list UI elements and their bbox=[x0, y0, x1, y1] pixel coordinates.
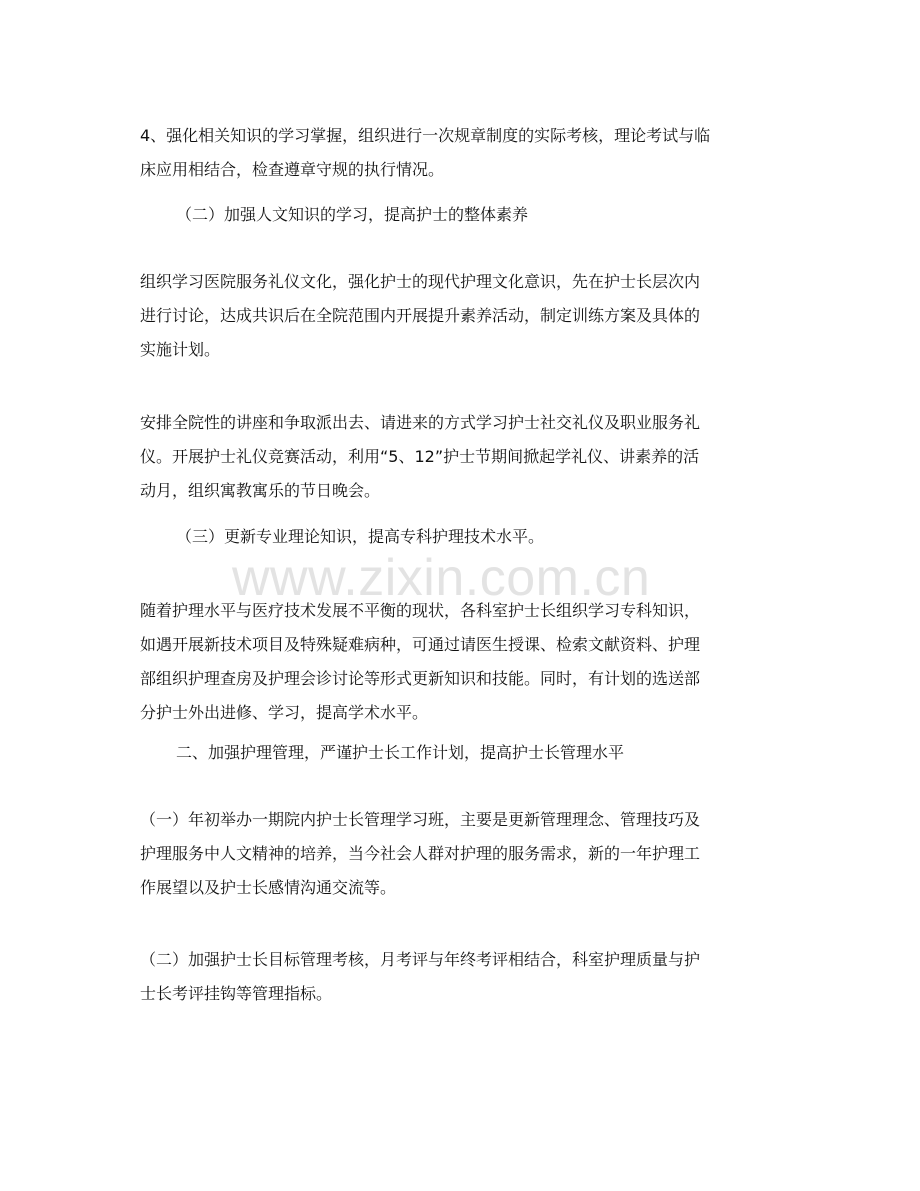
text-line: 仪。开展护士礼仪竞赛活动，利用“5、12”护士节期间掀起学礼仪、讲素养的活 bbox=[140, 447, 700, 466]
text-line: 4、强化相关知识的学习掌握，组织进行一次规章制度的实际考核，理论考试与临 bbox=[140, 126, 711, 145]
text-line: （一）年初举办一期院内护士长管理学习班，主要是更新管理理念、管理技巧及 bbox=[140, 810, 701, 829]
text-line: 分护士外出进修、学习，提高学术水平。 bbox=[140, 703, 429, 722]
text-line: 安排全院性的讲座和争取派出去、请进来的方式学习护士社交礼仪及职业服务礼 bbox=[140, 413, 701, 432]
text-line: 士长考评挂钩等管理指标。 bbox=[140, 984, 333, 1003]
section-heading-professional-theory bbox=[176, 520, 826, 554]
text-line: 部组织护理查房及护理会诊讨论等形式更新知识和技能。同时，有计划的选送部 bbox=[140, 669, 701, 688]
heading-line: 二、加强护理管理，严谨护士长工作计划，提高护士长管理水平 bbox=[176, 743, 625, 762]
paragraph-item-4 bbox=[140, 119, 790, 187]
text-line: 实施计划。 bbox=[140, 340, 221, 359]
heading-line: （三）更新专业理论知识，提高专科护理技术水平。 bbox=[176, 527, 545, 546]
paragraph-lectures bbox=[140, 406, 790, 508]
section-heading-humanities bbox=[176, 198, 826, 232]
paragraph-etiquette-culture bbox=[140, 265, 790, 367]
text-line: 护理服务中人文精神的培养，当今社会人群对护理的服务需求，新的一年护理工 bbox=[140, 844, 701, 863]
paragraph-head-nurse-training bbox=[140, 803, 790, 905]
text-line: 作展望以及护士长感情沟通交流等。 bbox=[140, 878, 397, 897]
text-line: 床应用相结合，检查遵章守规的执行情况。 bbox=[140, 160, 445, 179]
text-line: 组织学习医院服务礼仪文化，强化护士的现代护理文化意识，先在护士长层次内 bbox=[140, 272, 701, 291]
text-line: 进行讨论，达成共识后在全院范围内开展提升素养活动，制定训练方案及具体的 bbox=[140, 306, 701, 325]
paragraph-specialty-knowledge bbox=[140, 594, 790, 730]
paragraph-target-management bbox=[140, 943, 790, 1011]
text-line: 随着护理水平与医疗技术发展不平衡的现状，各科室护士长组织学习专科知识， bbox=[140, 601, 701, 620]
text-line: 如遇开展新技术项目及特殊疑难病种，可通过请医生授课、检索文献资料、护理 bbox=[140, 635, 701, 654]
text-line: （二）加强护士长目标管理考核，月考评与年终考评相结合，科室护理质量与护 bbox=[140, 950, 701, 969]
section-heading-nursing-management bbox=[176, 736, 826, 770]
watermark: www.zixin.com.cn bbox=[232, 549, 651, 607]
heading-line: （二）加强人文知识的学习，提高护士的整体素养 bbox=[176, 205, 529, 224]
text-line: 动月，组织寓教寓乐的节日晚会。 bbox=[140, 481, 381, 500]
